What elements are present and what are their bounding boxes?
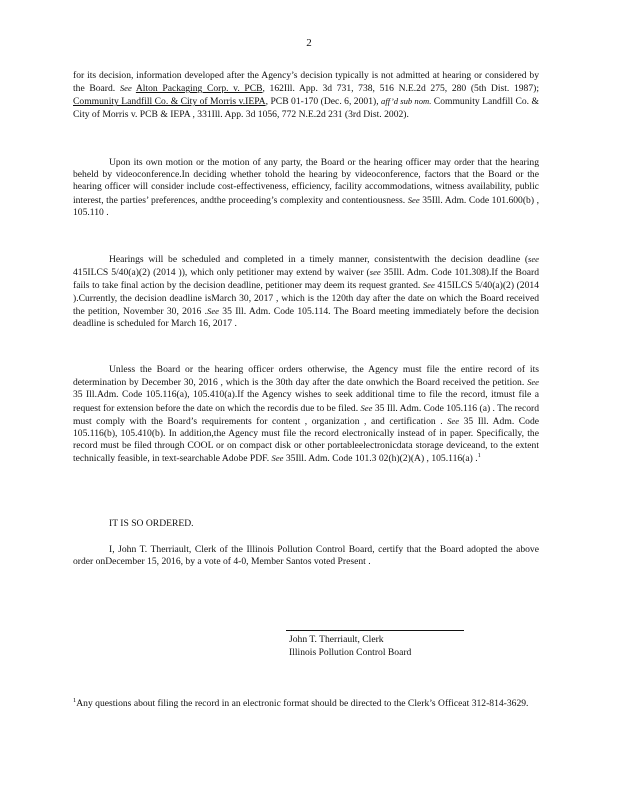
citation-signal: See — [119, 83, 132, 94]
paragraph-record-admission — [73, 70, 539, 121]
text-run: 35Ill. Adm. Code 101.600(b) , 105.110 . — [73, 194, 539, 218]
text-run: Community Landfill Co. & City of Morris v. PCB & IEPA , 331Ill. App. 3d 1056, 772 N.E.2d 231 (3rd Dist. 2002). — [73, 96, 539, 120]
citation-signal: See — [271, 453, 284, 464]
footnote-text: Any questions about filing the record in an electronic format should be directed to the Clerk’s Officeat 312-814-3629. — [76, 698, 529, 709]
text-run: 35 Ill. Adm. Code 105.114. The Board meeting immediately before the decision deadline is scheduled for March 16, 2017 . — [73, 305, 539, 330]
citation-signal: See — [407, 194, 420, 205]
clerk-certification: I, John T. Therriault, Clerk of the Illinois Pollution Control Board, certify that the Board adopted the above order onDecember 15, 2016, by a vote of 4-0, Member Santos voted Present . — [73, 544, 539, 568]
footnote-marker: 1 — [73, 696, 77, 704]
citation-signal: see — [528, 254, 539, 264]
page-number: 2 — [306, 37, 312, 49]
text-run: , 162Ill. App. 3d 731, 738, 516 N.E.2d 275, 280 (5th Dist. 1987); — [262, 83, 539, 95]
case-citation: Community Landfill Co. & City of Morris v.IEPA — [73, 96, 266, 108]
footnote — [73, 698, 539, 710]
signature-block — [289, 634, 411, 659]
text-run: 35 Ill. Adm. Code 105.116 (a) . The record must comply with the Board’s requirements for content , organization , and certification . — [73, 402, 539, 427]
text-run: Unless the Board or the hearing officer orders otherwise, the Agency must file the entire record of its determination by December 30, 2016 , which is the 30th day after the date onwhich the Board received the petition. — [73, 364, 539, 389]
signatory-name: John T. Therriault, Clerk — [289, 634, 384, 645]
text-run: , PCB 01-170 (Dec. 6, 2001), — [265, 96, 382, 108]
citation-signal: See — [207, 305, 219, 316]
text-run: Hearings will be scheduled and completed in a timely manner, consistentwith the decision deadline ( — [109, 254, 529, 265]
citation-signal: See — [447, 415, 460, 426]
text-run: 35Ill. Adm. Code 101.3 02(h)(2)(A) , 105.116(a) . — [283, 453, 478, 465]
signature-line — [286, 630, 464, 631]
citation-signal: see — [369, 267, 381, 278]
citation-signal: See — [422, 280, 435, 291]
citation-signal: See — [360, 402, 373, 413]
signatory-organization: Illinois Pollution Control Board — [289, 646, 412, 658]
text-run: 35 Ill.Adm. Code 105.116(a), 105.410(a).If the Agency wishes to seek additional time to file the record, itmust file a request for extension before the date on which the recordis due to be filed. — [73, 389, 539, 414]
text-run: Upon its own motion or the motion of any party, the Board or the hearing officer may order that the hearing beheld by videoconference.In deciding whether tohold the hearing by videoconference, factors that the Board or the hearing officer will consider include cost-effectiveness, efficiency, facility accommodations, witness availability, public interest, the parties’ preferences, andthe proceeding’s complexity and contentiousness. — [73, 157, 539, 206]
text-run: 35Ill. Adm. Code 101.308).If the Board fails to take final action by the decision deadline, petitioner may deem its request granted. — [73, 267, 540, 292]
paragraph-hearing-schedule — [73, 253, 539, 330]
text-run: for its decision, information developed after the Agency’s decision typically is not admitted at hearing or considered by the Board. — [73, 70, 539, 95]
citation-signal: See — [527, 377, 539, 388]
order-statement: IT IS SO ORDERED. — [109, 518, 194, 529]
footnote-reference: 1 — [477, 452, 481, 460]
case-citation: Alton Packaging Corp. v. PCB — [135, 83, 263, 95]
paragraph-videoconference — [73, 157, 539, 219]
citation-signal: aff’d sub nom. — [381, 96, 432, 107]
text-run: 415ILCS 5/40(a)(2) (2014 )), which only petitioner may extend by waiver ( — [73, 267, 370, 279]
paragraph-record-filing — [73, 364, 539, 466]
text-run: 415ILCS 5/40(a)(2) (2014 ).Currently, the decision deadline isMarch 30, 2017 , which is the 120th day after the date on which the Board received the petition, November 30, 2016 . — [73, 280, 539, 317]
text-run: 35 Ill. Adm. Code 105.116(b), 105.410(b). In addition,the Agency must file the record electronically instead of in paper. Specifically, the record must be filed through COOL or on compact disk or other portableelectronicdata storage deviceand, to the extent technically feasible, in text-searchable Adobe PDF. — [73, 415, 539, 465]
